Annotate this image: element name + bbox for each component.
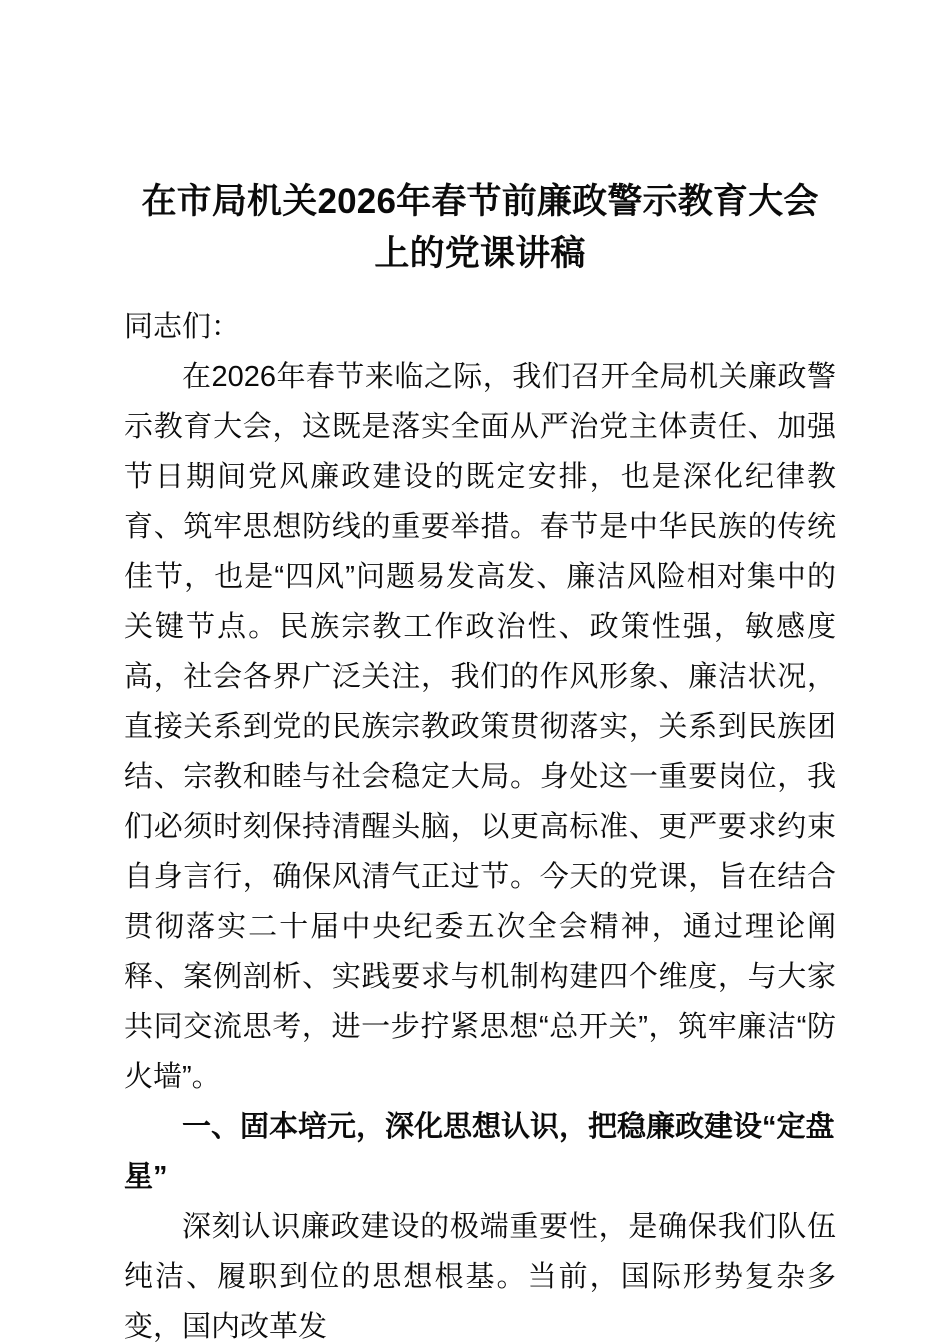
- section-heading-1: 一、固本培元，深化思想认识，把稳廉政建设“定盘星”: [124, 1111, 835, 1193]
- body-paragraph-2: 深刻认识廉政建设的极端重要性，是确保我们队伍纯洁、履职到位的思想根基。当前，国际形势复杂多变，国内改革发: [124, 1211, 836, 1343]
- page-title: 在市局机关2026年春节前廉政警示教育大会上的党课讲稿: [141, 182, 819, 273]
- body-paragraph-1: 在2026年春节来临之际，我们召开全局机关廉政警示教育大会，这既是落实全面从严治党主体责任、加强节日期间党风廉政建设的既定安排，也是深化纪律教育、筑牢思想防线的重要举措。春节是中华民族的传统佳节，也是“四风”问题易发高发、廉洁风险相对集中的关键节点。民族宗教工作政治性、政策性强，敏感度高，社会各界广泛关注，我们的作风形象、廉洁状况，直接关系到党的民族宗教政策贯彻落实，关系到民族团结、宗教和睦与社会稳定大局。身处这一重要岗位，我们必须时刻保持清醒头脑，以更高标准、更严要求约束自身言行，确保风清气正过节。今天的党课，旨在结合贯彻落实二十届中央纪委五次全会精神，通过理论阐释、案例剖析、实践要求与机制构建四个维度，与大家共同交流思考，进一步拧紧思想“总开关”，筑牢廉洁“防火墙”。: [124, 361, 836, 1093]
- salutation: 同志们：: [124, 311, 241, 343]
- document-content: [124, 176, 836, 1344]
